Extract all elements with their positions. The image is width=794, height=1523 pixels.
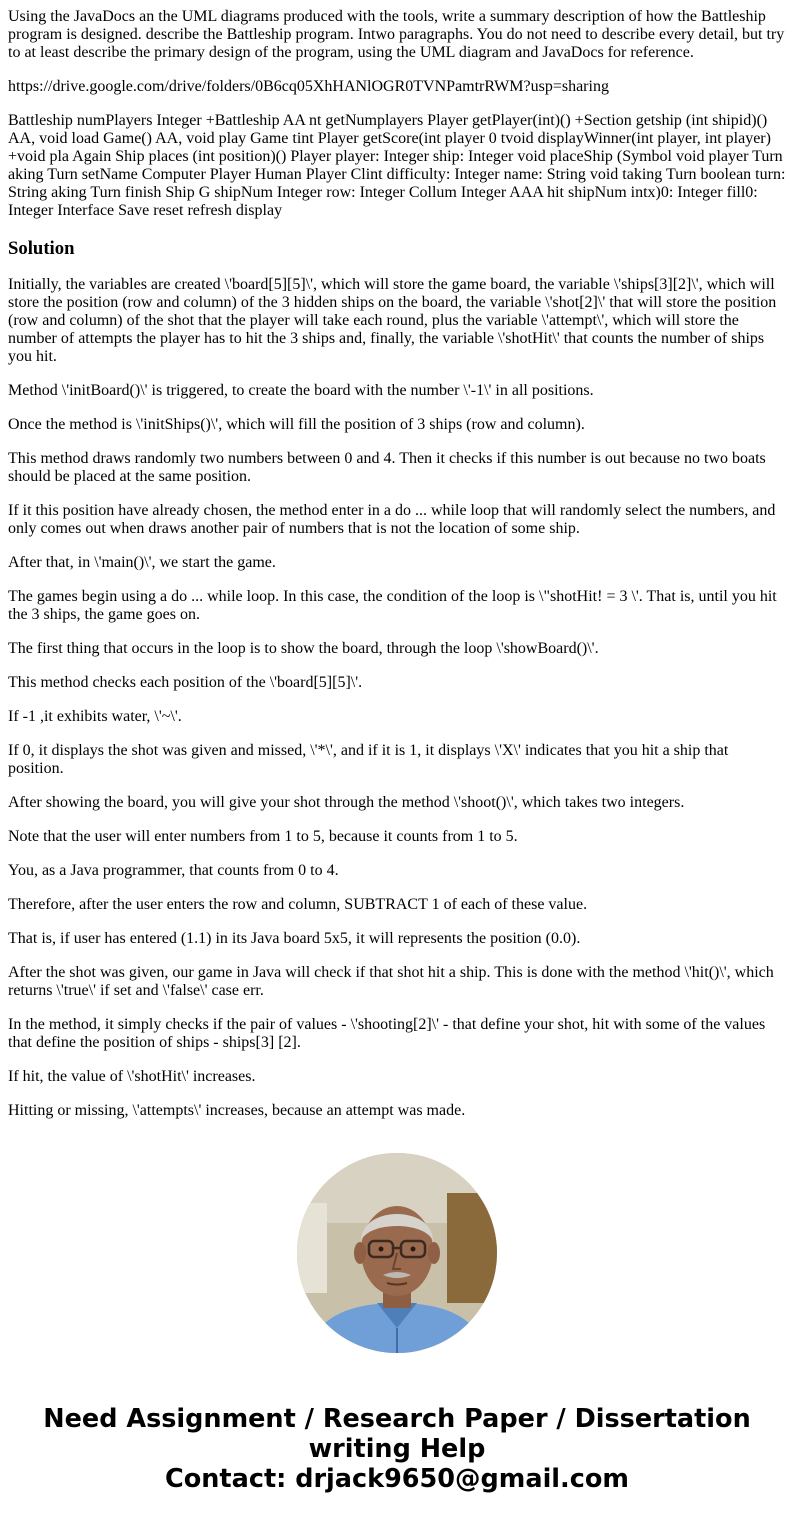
solution-paragraph: This method draws randomly two numbers between 0 and 4. Then it checks if this number is out because no two boats should be placed at the same position. xyxy=(8,450,766,485)
solution-paragraph: If -1 ,it exhibits water, \'~\'. xyxy=(8,708,182,725)
solution-paragraph: If it this position have already chosen, the method enter in a do ... while loop that will randomly select the numbers, and only comes out when draws another pair of numbers that is not the location of some ship. xyxy=(8,502,776,537)
solution-paragraph: The first thing that occurs in the loop is to show the board, through the loop \'showBoard()\'. xyxy=(8,640,599,657)
author-portrait-image xyxy=(297,1153,497,1353)
solution-paragraph: If hit, the value of \'shotHit\' increases. xyxy=(8,1068,256,1085)
author-avatar xyxy=(297,1153,497,1353)
solution-paragraph: After the shot was given, our game in Java will check if that shot hit a ship. This is done with the method \'hit()\', which returns \'true\' if set and \'false\' case err. xyxy=(8,964,774,999)
solution-paragraph: If 0, it displays the shot was given and missed, \'*\', and if it is 1, it displays \'X\' indicates that you hit a ship that position. xyxy=(8,742,729,777)
solution-paragraph: After showing the board, you will give your shot through the method \'shoot()\', which takes two integers. xyxy=(8,794,685,811)
solution-paragraph: After that, in \'main()\', we start the game. xyxy=(8,554,276,571)
question-intro: Using the JavaDocs an the UML diagrams produced with the tools, write a summary description of how the Battleship program is designed. describe the Battleship program. Intwo paragraphs. You do not need to describe every detail, but try to at least describe the primary design of the program, using the UML diagram and JavaDocs for reference. xyxy=(8,8,785,61)
solution-paragraph: Initially, the variables are created \'board[5][5]\', which will store the game board, the variable \'ships[3][2]\', which will store the position (row and column) of the 3 hidden ships on the board, the variable \'shot[2]\' that will store the position (row and column) of the shot that the player will take each round, plus the variable \'attempt\', which will store the number of attempts the player has to hit the 3 ships and, finally, the variable \'shotHit\' that counts the number of ships you hit. xyxy=(8,276,777,365)
solution-paragraph: You, as a Java programmer, that counts from 0 to 4. xyxy=(8,862,339,879)
solution-paragraph: That is, if user has entered (1.1) in its Java board 5x5, it will represents the position (0.0). xyxy=(8,930,581,947)
solution-paragraph: Method \'initBoard()\' is triggered, to create the board with the number \'-1\' in all positions. xyxy=(8,382,594,399)
solution-paragraph: This method checks each position of the \'board[5][5]\'. xyxy=(8,674,363,691)
article-body xyxy=(8,8,786,1136)
solution-paragraph: Hitting or missing, \'attempts\' increases, because an attempt was made. xyxy=(8,1102,466,1119)
solution-paragraph: The games begin using a do ... while loop. In this case, the condition of the loop is \"shotHit! = 3 \'. That is, until you hit the 3 ships, the game goes on. xyxy=(8,588,777,623)
footer-banner xyxy=(0,1404,794,1494)
solution-paragraph: Note that the user will enter numbers from 1 to 5, because it counts from 1 to 5. xyxy=(8,828,518,845)
footer-line-2: writing Help xyxy=(308,1434,486,1464)
uml-diagram-text: Battleship numPlayers Integer +Battleship AA nt getNumplayers Player getPlayer(int)() +Section getship (int shipid)() AA, void load Game() AA, void play Game tint Player getScore(int player 0 tvoid displayWinner(int player, int player) +void pla Again Ship places (int position)() Player player: Integer ship: Integer void placeShip (Symbol void player Turn aking Turn setName Computer Player Human Player Clint difficulty: Integer name: String void taking Turn boolean turn: String aking Turn finish Ship G shipNum Integer row: Integer Collum Integer AAA hit shipNum intx)0: Integer fill0: Integer Interface Save reset refresh display xyxy=(8,112,786,219)
footer-line-1: Need Assignment / Research Paper / Dissertation xyxy=(43,1404,751,1434)
solution-paragraph: Therefore, after the user enters the row and column, SUBTRACT 1 of each of these value. xyxy=(8,896,588,913)
drive-link-text: https://drive.google.com/drive/folders/0B6cq05XhHANlOGR0TVNPamtrRWM?usp=sharing xyxy=(8,78,609,95)
footer-contact-line: Contact: drjack9650@gmail.com xyxy=(165,1464,629,1494)
solution-paragraph: Once the method is \'initShips()\', which will fill the position of 3 ships (row and column). xyxy=(8,416,585,433)
solution-paragraph: In the method, it simply checks if the pair of values - \'shooting[2]\' - that define your shot, hit with some of the values that define the position of ships - ships[3] [2]. xyxy=(8,1016,766,1051)
solution-heading: Solution xyxy=(8,238,75,259)
